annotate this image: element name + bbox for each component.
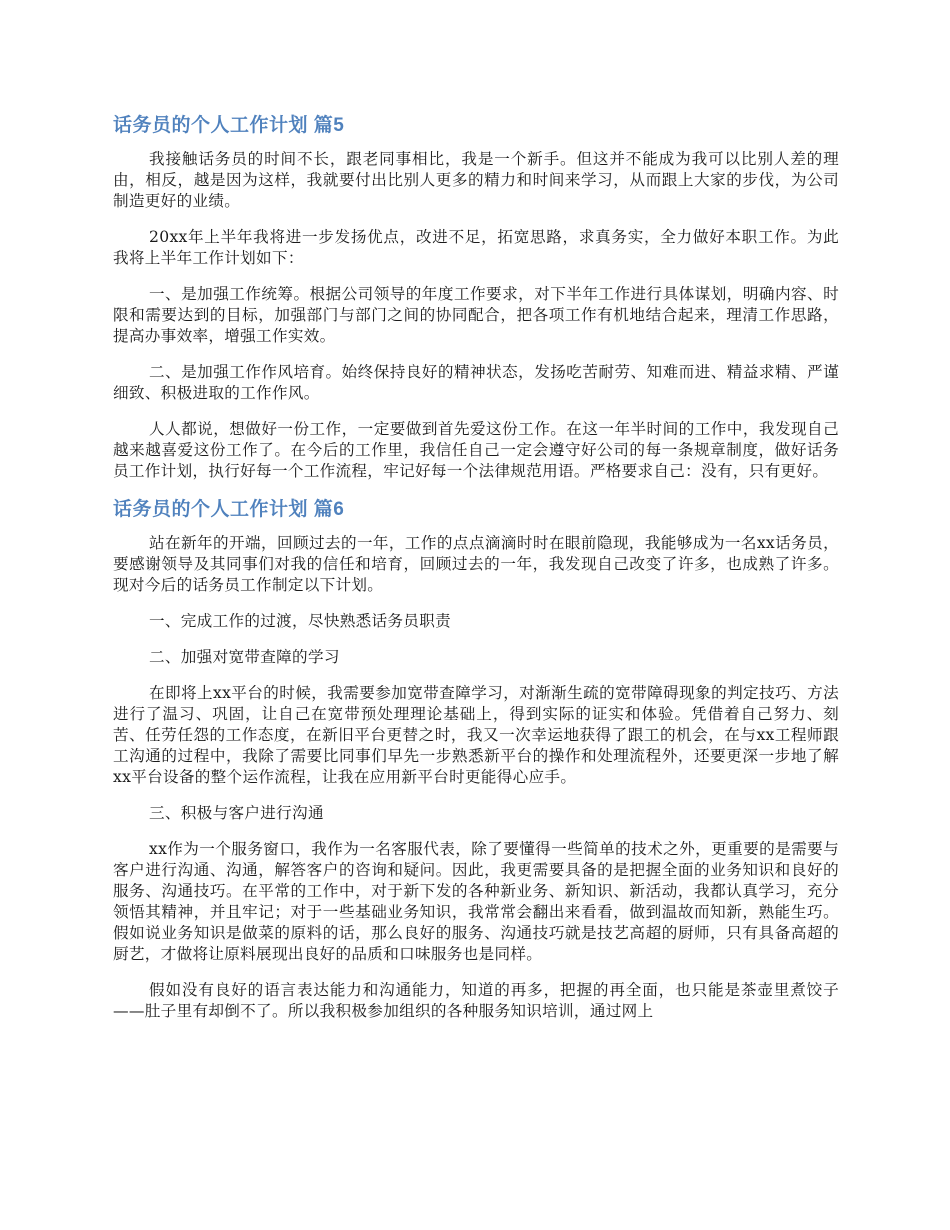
paragraph: 在即将上xx平台的时候，我需要参加宽带查障学习，对渐渐生疏的宽带障碍现象的判定技巧、方法进行了温习、巩固，让自己在宽带预处理理论基础上，得到实际的证实和体验。凭借着自己努力、刻苦、任劳任怨的工作态度，在新旧平台更替之时，我又一次幸运地获得了跟工的机会，在与xx工程师跟工沟通的过程中，我除了需要比同事们早先一步熟悉新平台的操作和处理流程外，还要更深一步地了解xx平台设备的整个运作流程，让我在应用新平台时更能得心应手。 [113,684,839,786]
paragraph: 人人都说，想做好一份工作，一定要做到首先爱这份工作。在这一年半时间的工作中，我发现自己越来越喜爱这份工作了。在今后的工作里，我信任自己一定会遵守好公司的每一条规章制度，做好话务员工作计划，执行好每一个工作流程，牢记好每一个法律规范用语。严格要求自己：没有，只有更好。 [113,420,839,480]
section-title-6: 话务员的个人工作计划 篇6 [113,499,345,520]
list-heading: 一、完成工作的过渡，尽快熟悉话务员职责 [149,612,451,630]
list-heading: 三、积极与客户进行沟通 [149,804,324,822]
paragraph: 站在新年的开端，回顾过去的一年，工作的点点滴滴时时在眼前隐现，我能够成为一名xx话务员，要感谢领导及其同事们对我的信任和培育，回顾过去的一年，我发现自己改变了许多，也成熟了许多。现对今后的话务员工作制定以下计划。 [113,534,839,594]
paragraph: 一、是加强工作统筹。根据公司领导的年度工作要求，对下半年工作进行具体谋划，明确内容、时限和需要达到的目标，加强部门与部门之间的协同配合，把各项工作有机地结合起来，理清工作思路，提高办事效率，增强工作实效。 [113,285,839,345]
paragraph: 假如没有良好的语言表达能力和沟通能力，知道的再多，把握的再全面，也只能是茶壶里煮饺子——肚子里有却倒不了。所以我积极参加组织的各种服务知识培训，通过网上 [113,981,839,1020]
document-body [113,113,839,1022]
paragraph: xx作为一个服务窗口，我作为一名客服代表，除了要懂得一些简单的技术之外，更重要的是需要与客户进行沟通、沟通，解答客户的咨询和疑问。因此，我更需要具备的是把握全面的业务知识和良好的服务、沟通技巧。在平常的工作中，对于新下发的各种新业务、新知识、新活动，我都认真学习，充分领悟其精神，并且牢记；对于一些基础业务知识，我常常会翻出来看看，做到温故而知新，熟能生巧。假如说业务知识是做菜的原料的话，那么良好的服务、沟通技巧就是技艺高超的厨师，只有具备高超的厨艺，才做将让原料展现出良好的品质和口味服务也是同样。 [113,840,839,963]
paragraph: 我接触话务员的时间不长，跟老同事相比，我是一个新手。但这并不能成为我可以比别人差的理由，相反，越是因为这样，我就要付出比别人更多的精力和时间来学习，从而跟上大家的步伐，为公司制造更好的业绩。 [113,150,839,210]
paragraph: 20xx年上半年我将进一步发扬优点，改进不足，拓宽思路，求真务实，全力做好本职工作。为此我将上半年工作计划如下： [113,228,839,267]
section-title-5: 话务员的个人工作计划 篇5 [113,115,345,136]
paragraph: 二、是加强工作作风培育。始终保持良好的精神状态，发扬吃苦耐劳、知难而进、精益求精、严谨细致、积极进取的工作作风。 [113,363,839,402]
list-heading: 二、加强对宽带查障的学习 [149,648,340,666]
